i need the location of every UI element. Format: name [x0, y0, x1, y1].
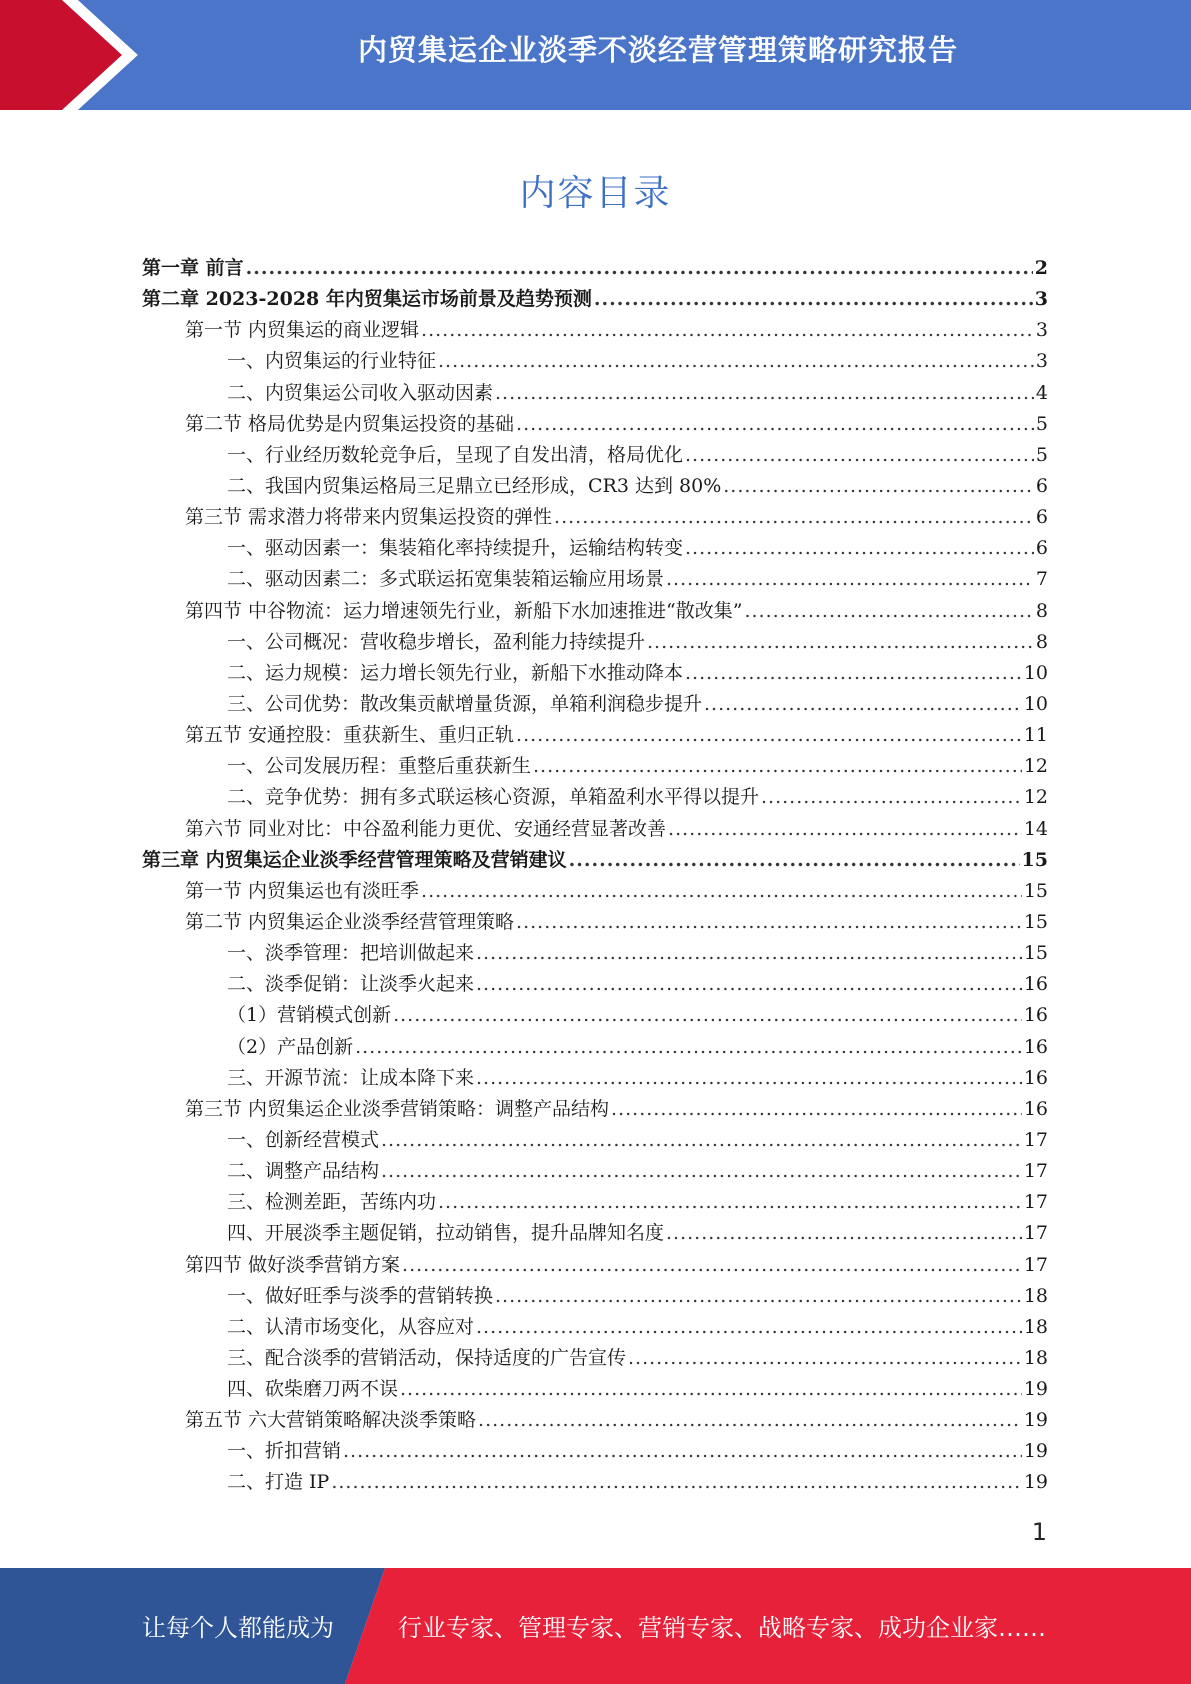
toc-dot-leader — [761, 782, 1022, 813]
toc-dot-leader — [516, 907, 1022, 938]
toc-entry-label: 三、开源节流：让成本降下来 — [227, 1066, 475, 1089]
toc-entry[interactable] — [142, 1156, 1048, 1187]
toc-entry-page: 16 — [1023, 1035, 1048, 1058]
toc-dot-leader — [723, 471, 1034, 502]
toc-entry-label: 二、运力规模：运力增长领先行业，新船下水推动降本 — [227, 661, 684, 684]
toc-entry-label: 三、配合淡季的营销活动，保持适度的广告宣传 — [227, 1346, 627, 1369]
toc-entry-page: 17 — [1023, 1253, 1048, 1276]
toc-entry-page: 19 — [1023, 1440, 1048, 1463]
toc-dot-leader — [666, 564, 1034, 595]
toc-entry[interactable] — [142, 969, 1048, 1000]
toc-entry-label: 第二节 内贸集运企业淡季经营管理策略 — [185, 910, 515, 933]
toc-dot-leader — [402, 1250, 1022, 1281]
toc-dot-leader — [569, 845, 1020, 876]
toc-entry-label: 第三节 内贸集运企业淡季营销策略：调整产品结构 — [185, 1097, 610, 1120]
toc-dot-leader — [400, 1374, 1022, 1405]
toc-dot-leader — [516, 720, 1022, 751]
toc-dot-leader — [331, 1467, 1021, 1498]
footer-band — [0, 1568, 1191, 1684]
toc-entry-page: 7 — [1035, 568, 1048, 591]
toc-entry-label: 一、创新经营模式 — [227, 1128, 380, 1151]
toc-entry-page: 3 — [1035, 350, 1048, 373]
toc-dot-leader — [478, 1405, 1022, 1436]
toc-entry-label: 二、驱动因素二：多式联运拓宽集装箱运输应用场景 — [227, 568, 665, 591]
toc-entry-page: 8 — [1035, 630, 1048, 653]
toc-entry[interactable] — [142, 1000, 1048, 1031]
toc-entry[interactable] — [142, 751, 1048, 782]
toc-entry-label: 第五节 六大营销策略解决淡季策略 — [185, 1409, 477, 1432]
toc-entry[interactable] — [142, 1187, 1048, 1218]
report-title: 内贸集运企业淡季不淡经营管理策略研究报告 — [357, 33, 958, 67]
toc-entry-page: 6 — [1035, 474, 1048, 497]
toc-entry-page: 6 — [1035, 506, 1048, 529]
toc-entry[interactable] — [142, 1374, 1048, 1405]
toc-entry-page: 18 — [1023, 1284, 1048, 1307]
toc-entry-label: 二、内贸集运公司收入驱动因素 — [227, 381, 494, 404]
toc-entry[interactable] — [142, 938, 1048, 969]
toc-entry[interactable] — [142, 845, 1048, 876]
footer-slogan-left: 让每个人都能成为 — [142, 1614, 334, 1642]
toc-entry[interactable] — [142, 658, 1048, 689]
toc-dot-leader — [628, 1343, 1022, 1374]
toc-entry[interactable] — [142, 876, 1048, 907]
toc-entry[interactable] — [142, 1467, 1048, 1498]
toc-entry-label: 第二节 格局优势是内贸集运投资的基础 — [185, 412, 515, 435]
toc-dot-leader — [343, 1436, 1022, 1467]
toc-entry-label: （1）营销模式创新 — [227, 1004, 392, 1027]
toc-entry[interactable] — [142, 533, 1048, 564]
toc-entry[interactable] — [142, 1281, 1048, 1312]
toc-entry[interactable] — [142, 1063, 1048, 1094]
toc-entry-page: 16 — [1023, 1004, 1048, 1027]
toc-dot-leader — [476, 969, 1022, 1000]
toc-entry-page: 5 — [1035, 443, 1048, 466]
toc-entry-label: 二、打造 IP — [227, 1471, 330, 1494]
toc-entry-page: 16 — [1023, 1097, 1048, 1120]
toc-dot-leader — [246, 253, 1033, 284]
toc-entry[interactable] — [142, 689, 1048, 720]
toc-entry[interactable] — [142, 378, 1048, 409]
toc-dot-leader — [438, 1187, 1022, 1218]
toc-entry-label: 第二章 2023-2028 年内贸集运市场前景及趋势预测 — [142, 288, 592, 311]
toc-entry-page: 3 — [1034, 288, 1048, 311]
toc-entry-page: 3 — [1035, 319, 1048, 342]
toc-entry-page: 15 — [1023, 942, 1048, 965]
toc-heading: 内容目录 — [519, 173, 672, 214]
toc-entry-label: 第三章 内贸集运企业淡季经营管理策略及营销建议 — [142, 848, 567, 871]
toc-entry-page: 6 — [1035, 537, 1048, 560]
toc-dot-leader — [554, 502, 1034, 533]
toc-entry-label: 第四节 中谷物流：运力增速领先行业，新船下水加速推进“散改集” — [185, 599, 743, 622]
toc-entry[interactable] — [142, 1312, 1048, 1343]
toc-entry-page: 11 — [1023, 724, 1048, 747]
toc-dot-leader — [495, 378, 1034, 409]
toc-entry-page: 2 — [1034, 257, 1048, 279]
toc-entry-label: 四、开展淡季主题促销，拉动销售，提升品牌知名度 — [227, 1222, 665, 1245]
toc-entry-label: 一、行业经历数轮竞争后，呈现了自发出清，格局优化 — [227, 443, 684, 466]
toc-entry-label: 第一章 前言 — [142, 257, 244, 279]
toc-dot-leader — [685, 533, 1034, 564]
toc-entry[interactable] — [142, 315, 1048, 346]
toc-entry[interactable] — [142, 409, 1048, 440]
toc-entry-label: 第六节 同业对比：中谷盈利能力更优、安通经营显著改善 — [185, 817, 667, 840]
toc-entry[interactable] — [142, 1436, 1048, 1467]
toc-dot-leader — [744, 596, 1033, 627]
toc-entry-page: 12 — [1023, 755, 1048, 778]
toc-entry-label: 一、内贸集运的行业特征 — [227, 350, 437, 373]
toc-dot-leader — [594, 284, 1033, 315]
toc-entry[interactable] — [142, 1343, 1048, 1374]
toc-entry[interactable] — [142, 1250, 1048, 1281]
toc-entry-label: 三、公司优势：散改集贡献增量货源，单箱利润稳步提升 — [227, 692, 703, 715]
toc-dot-leader — [685, 440, 1034, 471]
toc-entry-label: 一、淡季管理：把培训做起来 — [227, 942, 475, 965]
toc-entry-label: （2）产品创新 — [227, 1035, 354, 1058]
toc-entry-page: 10 — [1023, 661, 1048, 684]
toc-entry-label: 一、公司发展历程：重整后重获新生 — [227, 755, 532, 778]
toc-entry-page: 15 — [1023, 879, 1048, 902]
toc-entry-label: 二、竞争优势：拥有多式联运核心资源，单箱盈利水平得以提升 — [227, 786, 760, 809]
toc-dot-leader — [438, 346, 1034, 377]
toc-entry[interactable] — [142, 1405, 1048, 1436]
toc-entry[interactable] — [142, 471, 1048, 502]
toc-entry-label: 一、做好旺季与淡季的营销转换 — [227, 1284, 494, 1307]
toc-entry-label: 一、驱动因素一：集装箱化率持续提升，运输结构转变 — [227, 537, 684, 560]
toc-entry-page: 17 — [1023, 1191, 1048, 1214]
toc-dot-leader — [495, 1281, 1022, 1312]
toc-entry-page: 15 — [1021, 848, 1048, 871]
toc-dot-leader — [393, 1000, 1022, 1031]
toc-entry[interactable] — [142, 502, 1048, 533]
toc-entry-page: 17 — [1023, 1222, 1048, 1245]
toc-entry-label: 第一节 内贸集运的商业逻辑 — [185, 319, 420, 342]
page-number: 1 — [1031, 1518, 1047, 1546]
toc-entry[interactable] — [142, 1218, 1048, 1249]
toc-entry-page: 14 — [1023, 817, 1048, 840]
toc-entry[interactable] — [142, 1094, 1048, 1125]
toc-entry[interactable] — [142, 346, 1048, 377]
toc-entry-page: 18 — [1023, 1346, 1048, 1369]
toc-dot-leader — [516, 409, 1034, 440]
toc-dot-leader — [421, 315, 1034, 346]
toc-entry-label: 二、调整产品结构 — [227, 1160, 380, 1183]
toc-entry-label: 四、砍柴磨刀两不误 — [227, 1378, 399, 1401]
toc-dot-leader — [381, 1125, 1022, 1156]
toc-entry[interactable] — [142, 284, 1048, 315]
toc-entry-label: 第五节 安通控股：重获新生、重归正轨 — [185, 724, 515, 747]
toc-entry-page: 18 — [1023, 1315, 1048, 1338]
toc-entry-label: 第三节 需求潜力将带来内贸集运投资的弹性 — [185, 506, 553, 529]
toc-entry[interactable] — [142, 1125, 1048, 1156]
toc-entry[interactable] — [142, 440, 1048, 471]
toc-dot-leader — [476, 1312, 1022, 1343]
toc-dot-leader — [355, 1032, 1022, 1063]
toc-dot-leader — [381, 1156, 1022, 1187]
footer-slogan-right: 行业专家、管理专家、营销专家、战略专家、成功企业家…… — [398, 1614, 1046, 1642]
toc-entry-page: 19 — [1023, 1378, 1048, 1401]
toc-entry[interactable] — [142, 907, 1048, 938]
toc-dot-leader — [611, 1094, 1022, 1125]
toc-entry-label: 二、淡季促销：让淡季火起来 — [227, 973, 475, 996]
toc-entry-label: 第一节 内贸集运也有淡旺季 — [185, 879, 420, 902]
toc-entry[interactable] — [142, 1032, 1048, 1063]
toc-entry-page: 16 — [1023, 973, 1048, 996]
toc-dot-leader — [685, 658, 1022, 689]
toc-entry[interactable] — [142, 627, 1048, 658]
toc-entry-label: 一、折扣营销 — [227, 1440, 342, 1463]
toc-entry[interactable] — [142, 814, 1048, 845]
table-of-contents — [142, 253, 1048, 1499]
toc-entry[interactable] — [142, 564, 1048, 595]
toc-entry[interactable] — [142, 596, 1048, 627]
toc-dot-leader — [647, 627, 1034, 658]
toc-dot-leader — [476, 1063, 1022, 1094]
toc-entry-page: 12 — [1023, 786, 1048, 809]
toc-dot-leader — [533, 751, 1022, 782]
toc-entry-label: 三、检测差距，苦练内功 — [227, 1191, 437, 1214]
toc-dot-leader — [421, 876, 1022, 907]
toc-entry-page: 15 — [1023, 910, 1048, 933]
toc-entry-label: 第四节 做好淡季营销方案 — [185, 1253, 401, 1276]
toc-entry-page: 5 — [1035, 412, 1048, 435]
toc-entry-label: 二、我国内贸集运格局三足鼎立已经形成，CR3 达到 80% — [227, 474, 722, 497]
toc-entry-page: 16 — [1023, 1066, 1048, 1089]
toc-entry-label: 一、公司概况：营收稳步增长，盈利能力持续提升 — [227, 630, 646, 653]
toc-entry-page: 17 — [1023, 1160, 1048, 1183]
toc-entry-page: 10 — [1023, 692, 1048, 715]
toc-entry-page: 17 — [1023, 1128, 1048, 1151]
toc-entry-label: 二、认清市场变化，从容应对 — [227, 1315, 475, 1338]
toc-dot-leader — [668, 814, 1022, 845]
toc-entry-page: 19 — [1023, 1409, 1048, 1432]
toc-dot-leader — [704, 689, 1022, 720]
toc-entry-page: 19 — [1023, 1471, 1048, 1494]
toc-dot-leader — [476, 938, 1022, 969]
toc-dot-leader — [666, 1218, 1022, 1249]
header-band — [0, 0, 1191, 110]
toc-entry[interactable] — [142, 782, 1048, 813]
toc-entry[interactable] — [142, 720, 1048, 751]
toc-entry-page: 4 — [1035, 381, 1048, 404]
toc-entry-page: 8 — [1035, 599, 1048, 622]
toc-entry[interactable] — [142, 253, 1048, 284]
